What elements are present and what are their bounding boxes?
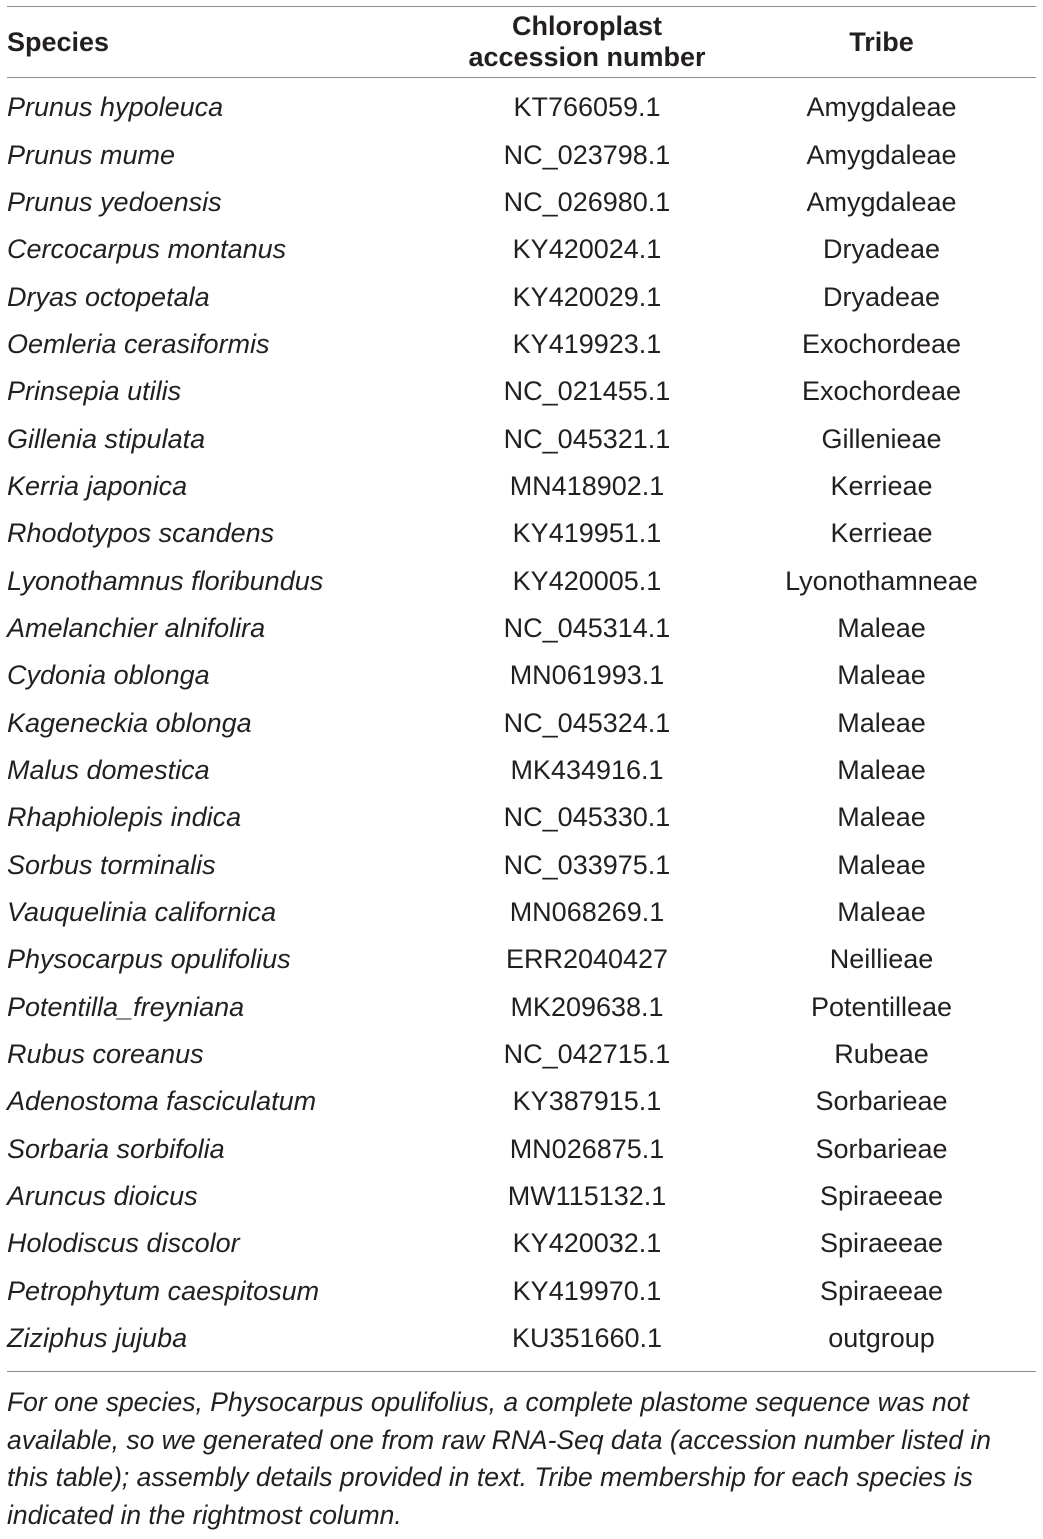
tribe-cell: Gillenieae	[821, 423, 942, 454]
species-cell: Aruncus dioicus	[7, 1181, 198, 1212]
species-cell: Lyonothamnus floribundus	[7, 565, 324, 596]
table-row	[7, 510, 1036, 557]
table-row	[7, 1078, 1036, 1125]
table-row	[7, 273, 1036, 320]
tribe-cell: Sorbarieae	[815, 1086, 948, 1117]
table-row	[7, 557, 1036, 604]
species-cell: Sorbus torminalis	[7, 849, 216, 880]
accession-cell: MN068269.1	[509, 897, 665, 928]
species-cell: Prunus hypoleuca	[7, 92, 224, 123]
species-cell: Rhodotypos scandens	[7, 518, 275, 549]
accession-cell: NC_023798.1	[503, 139, 671, 170]
table-row	[7, 84, 1036, 131]
species-cell: Adenostoma fasciculatum	[7, 1086, 317, 1117]
table-row	[7, 889, 1036, 936]
species-cell: Cydonia oblonga	[7, 660, 210, 691]
header-species: Species	[7, 26, 110, 57]
accession-cell: KY420032.1	[512, 1228, 662, 1259]
accession-cell: KY419951.1	[512, 518, 662, 549]
species-cell: Prunus yedoensis	[7, 186, 222, 217]
species-cell: Vauquelinia californica	[7, 897, 277, 928]
table-row	[7, 652, 1036, 699]
species-cell: Prinsepia utilis	[7, 376, 182, 407]
tribe-cell: Maleae	[837, 660, 926, 691]
tribe-cell: Rubeae	[834, 1039, 929, 1070]
table-row	[7, 179, 1036, 226]
tribe-cell: Spiraeeae	[819, 1181, 944, 1212]
header-tribe: Tribe	[849, 26, 914, 57]
table-row	[7, 699, 1036, 746]
accession-cell: KY420005.1	[512, 565, 662, 596]
bottom-rule	[7, 1371, 1036, 1372]
tribe-cell: Potentilleae	[810, 991, 953, 1022]
tribe-cell: Neillieae	[829, 944, 934, 975]
species-cell: Physocarpus opulifolius	[7, 944, 291, 975]
species-cell: Kageneckia oblonga	[7, 707, 252, 738]
species-cell: Petrophytum caespitosum	[7, 1275, 320, 1306]
tribe-cell: Amygdaleae	[806, 92, 957, 123]
species-cell: Gillenia stipulata	[7, 423, 206, 454]
table-row	[7, 842, 1036, 889]
table-row	[7, 1031, 1036, 1078]
tribe-cell: Maleae	[837, 612, 926, 643]
tribe-cell: Sorbarieae	[815, 1133, 948, 1164]
accession-cell: NC_042715.1	[503, 1039, 671, 1070]
table-row	[7, 226, 1036, 273]
species-cell: Dryas octopetala	[7, 281, 210, 312]
tribe-cell: Spiraeeae	[819, 1275, 944, 1306]
tribe-cell: Lyonothamneae	[785, 565, 978, 596]
species-cell: Kerria japonica	[7, 470, 188, 501]
tribe-cell: Dryadeae	[822, 281, 941, 312]
tribe-cell: Kerrieae	[830, 470, 933, 501]
table-row	[7, 936, 1036, 983]
table-row	[7, 1315, 1036, 1362]
accession-cell: MK434916.1	[510, 754, 664, 785]
tribe-cell: outgroup	[828, 1323, 935, 1354]
accession-cell: KY420029.1	[512, 281, 662, 312]
species-cell: Rhaphiolepis indica	[7, 802, 242, 833]
tribe-cell: Maleae	[837, 849, 926, 880]
table-row	[7, 368, 1036, 415]
table-row	[7, 1173, 1036, 1220]
species-cell: Sorbaria sorbifolia	[7, 1133, 225, 1164]
tribe-cell: Kerrieae	[830, 518, 933, 549]
table-row	[7, 794, 1036, 841]
species-cell: Potentilla_freyniana	[7, 991, 245, 1022]
table-header	[7, 7, 1036, 77]
tribe-cell: Spiraeeae	[819, 1228, 944, 1259]
accession-cell: KU351660.1	[511, 1323, 663, 1354]
table-footnote: For one species, Physocarpus opulifolius, a complete plastome sequence was not available, so we generated one from raw RNA-Seq data (accession number listed in this table); assembly details provided in text. Tribe membership for each species is indicated in the rightmost column.	[7, 1387, 991, 1530]
accession-cell: NC_045314.1	[503, 612, 671, 643]
tribe-cell: Dryadeae	[822, 234, 941, 265]
accession-cell: NC_045330.1	[503, 802, 671, 833]
table-row	[7, 321, 1036, 368]
species-cell: Prunus mume	[7, 139, 176, 170]
species-cell: Holodiscus discolor	[7, 1228, 240, 1259]
tribe-cell: Exochordeae	[801, 328, 962, 359]
table-row	[7, 1126, 1036, 1173]
accession-cell: KY420024.1	[512, 234, 662, 265]
tribe-cell: Maleae	[837, 897, 926, 928]
table-row	[7, 131, 1036, 178]
accession-cell: NC_026980.1	[503, 186, 671, 217]
accession-cell: KY419923.1	[512, 328, 662, 359]
accession-cell: NC_045321.1	[503, 423, 671, 454]
accession-cell: NC_045324.1	[503, 707, 671, 738]
accession-cell: MW115132.1	[507, 1181, 667, 1212]
table-row	[7, 463, 1036, 510]
tribe-cell: Maleae	[837, 802, 926, 833]
accession-cell: MN061993.1	[509, 660, 665, 691]
header-accession: Chloroplast accession number	[468, 11, 706, 72]
species-cell: Ziziphus jujuba	[7, 1323, 188, 1354]
tribe-cell: Maleae	[837, 707, 926, 738]
species-cell: Amelanchier alnifolira	[7, 612, 266, 643]
table-row	[7, 1268, 1036, 1315]
species-cell: Oemleria cerasiformis	[7, 328, 270, 359]
accession-cell: ERR2040427	[505, 944, 669, 975]
table-row	[7, 605, 1036, 652]
tribe-cell: Amygdaleae	[806, 139, 957, 170]
tribe-cell: Maleae	[837, 754, 926, 785]
table-row	[7, 1220, 1036, 1267]
species-table	[7, 6, 1036, 1534]
table-body	[7, 78, 1036, 1362]
accession-cell: KY419970.1	[512, 1275, 662, 1306]
tribe-cell: Amygdaleae	[806, 186, 957, 217]
table-row	[7, 415, 1036, 462]
accession-cell: KT766059.1	[513, 92, 661, 123]
accession-cell: NC_021455.1	[503, 376, 671, 407]
table-row	[7, 747, 1036, 794]
species-cell: Rubus coreanus	[7, 1039, 204, 1070]
accession-cell: KY387915.1	[512, 1086, 662, 1117]
accession-cell: MK209638.1	[510, 991, 664, 1022]
accession-cell: MN026875.1	[509, 1133, 665, 1164]
tribe-cell: Exochordeae	[801, 376, 962, 407]
table-row	[7, 984, 1036, 1031]
accession-cell: NC_033975.1	[503, 849, 671, 880]
accession-cell: MN418902.1	[509, 470, 665, 501]
species-cell: Malus domestica	[7, 754, 210, 785]
species-cell: Cercocarpus montanus	[7, 234, 287, 265]
